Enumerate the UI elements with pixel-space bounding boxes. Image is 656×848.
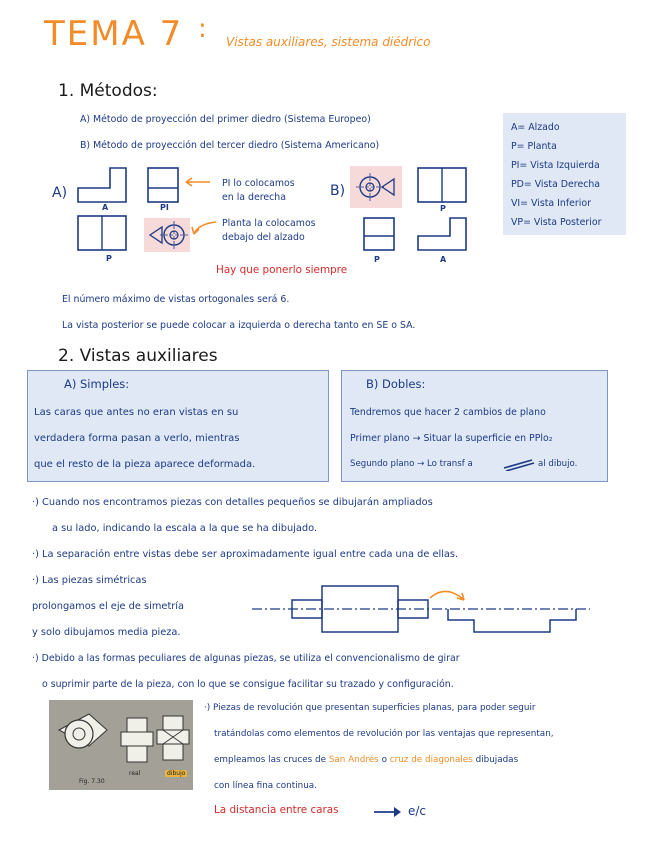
bullet-line: y solo dibujamos media pieza. (32, 627, 181, 638)
san-andres-term: San Andrés (328, 755, 379, 765)
page-subtitle: Vistas auxiliares, sistema diédrico (226, 35, 431, 49)
legend-item: VI= Vista Inferior (511, 198, 591, 209)
view-label: P (106, 254, 112, 263)
revolution-line1: ·) Piezas de revolución que presentan superficies planas, para poder seguir (204, 703, 536, 713)
dobles-title: B) Dobles: (366, 377, 426, 391)
dobles-line: al dibujo. (538, 459, 578, 469)
cruz-diagonales-term: cruz de diagonales (389, 755, 473, 765)
revolution-line3 (214, 755, 518, 765)
note-pi-line1: PI lo colocamos (222, 178, 295, 189)
alzado-view (78, 168, 126, 202)
photo-caption: Fig. 7.30 (79, 778, 105, 785)
method-a-text: A) Método de proyección del primer diedro (Sistema Europeo) (80, 114, 371, 125)
legend-item: PD= Vista Derecha (511, 179, 601, 190)
section-heading-vistas-auxiliares: 2. Vistas auxiliares (58, 346, 218, 366)
legend-item: P= Planta (511, 141, 557, 152)
dobles-line: Segundo plano → Lo transf a (350, 459, 473, 469)
diagram-a-label: A) (52, 185, 68, 201)
arrow-right-icon (372, 805, 404, 819)
note-planta-line1: Planta la colocamos (222, 218, 316, 229)
abbreviation-legend (503, 113, 626, 235)
simples-line: verdadera forma pasan a verlo, mientras (34, 433, 240, 444)
view-label: A (440, 255, 447, 264)
bullet-line: ·) Cuando nos encontramos piezas con detalles pequeños se dibujarán ampliados (32, 497, 433, 508)
diagram-b-label: B) (330, 183, 346, 199)
pi-view (148, 168, 178, 202)
dobles-line: Tendremos que hacer 2 cambios de plano (350, 407, 546, 418)
bullet-line: o suprimir parte de la pieza, con lo que se consigue facilitar su trazado y configuración. (42, 679, 454, 690)
bullet-line: a su lado, indicando la escala a la que se ha dibujado. (52, 523, 318, 534)
distance-faces-note: La distancia entre caras (214, 804, 339, 816)
paragraph-line: La vista posterior se puede colocar a izquierda o derecha tanto en SE o SA. (62, 320, 416, 331)
revolution-line3-e: dibujadas (475, 755, 519, 765)
bullet-line: prolongamos el eje de simetría (32, 601, 185, 612)
bullet-line: ·) Debido a las formas peculiares de algunas piezas, se utiliza el convencionalismo de girar (32, 653, 460, 664)
double-line-symbol (502, 455, 536, 471)
dobles-box (341, 370, 608, 482)
dobles-line: Primer plano → Situar la superficie en PPlo₂ (350, 433, 553, 444)
revolution-line3-a: empleamos las cruces de (214, 755, 327, 765)
note-planta-line2: debajo del alzado (222, 232, 305, 243)
view-label: P (440, 204, 446, 213)
bullet-line: ·) La separación entre vistas debe ser aproximadamente igual entre cada una de ellas. (32, 549, 459, 560)
simples-line: que el resto de la pieza aparece deformada. (34, 459, 256, 470)
lateral-view-b (364, 218, 394, 250)
third-angle-projection-diagram (346, 160, 476, 270)
simples-line: Las caras que antes no eran vistas en su (34, 407, 239, 418)
bullet-line: ·) Las piezas simétricas (32, 575, 147, 586)
textbook-figure-photo (49, 700, 193, 790)
revolution-line4: con línea fina continua. (214, 781, 317, 791)
view-label: A (102, 203, 109, 212)
title-colon: : (198, 14, 209, 44)
legend-item: PI= Vista Izquierda (511, 160, 600, 171)
legend-item: A= Alzado (511, 122, 560, 133)
photo-tag-real: real (129, 770, 141, 777)
page-title: TEMA 7 (44, 14, 184, 54)
revolution-line3-c: o (381, 755, 387, 765)
red-note: Hay que ponerlo siempre (216, 264, 348, 276)
paragraph-line: El número máximo de vistas ortogonales será 6. (62, 294, 290, 305)
photo-tag-dibujo: dibujo (167, 770, 186, 777)
method-b-text: B) Método de proyección del tercer diedro (Sistema Americano) (80, 140, 380, 151)
simples-title: A) Simples: (64, 377, 130, 391)
alzado-view-b (418, 218, 466, 250)
simples-box (27, 370, 329, 482)
note-pi-line2: en la derecha (222, 192, 286, 203)
revolution-line2: tratándolas como elementos de revolución por las ventajas que representan, (214, 729, 554, 739)
section-heading-metodos: 1. Métodos: (58, 81, 158, 101)
view-label: PI (160, 203, 169, 212)
view-label: P (374, 255, 380, 264)
symmetric-piece-sketch (250, 580, 595, 640)
legend-item: VP= Vista Posterior (511, 217, 602, 228)
ec-abbreviation: e/c (408, 804, 427, 818)
